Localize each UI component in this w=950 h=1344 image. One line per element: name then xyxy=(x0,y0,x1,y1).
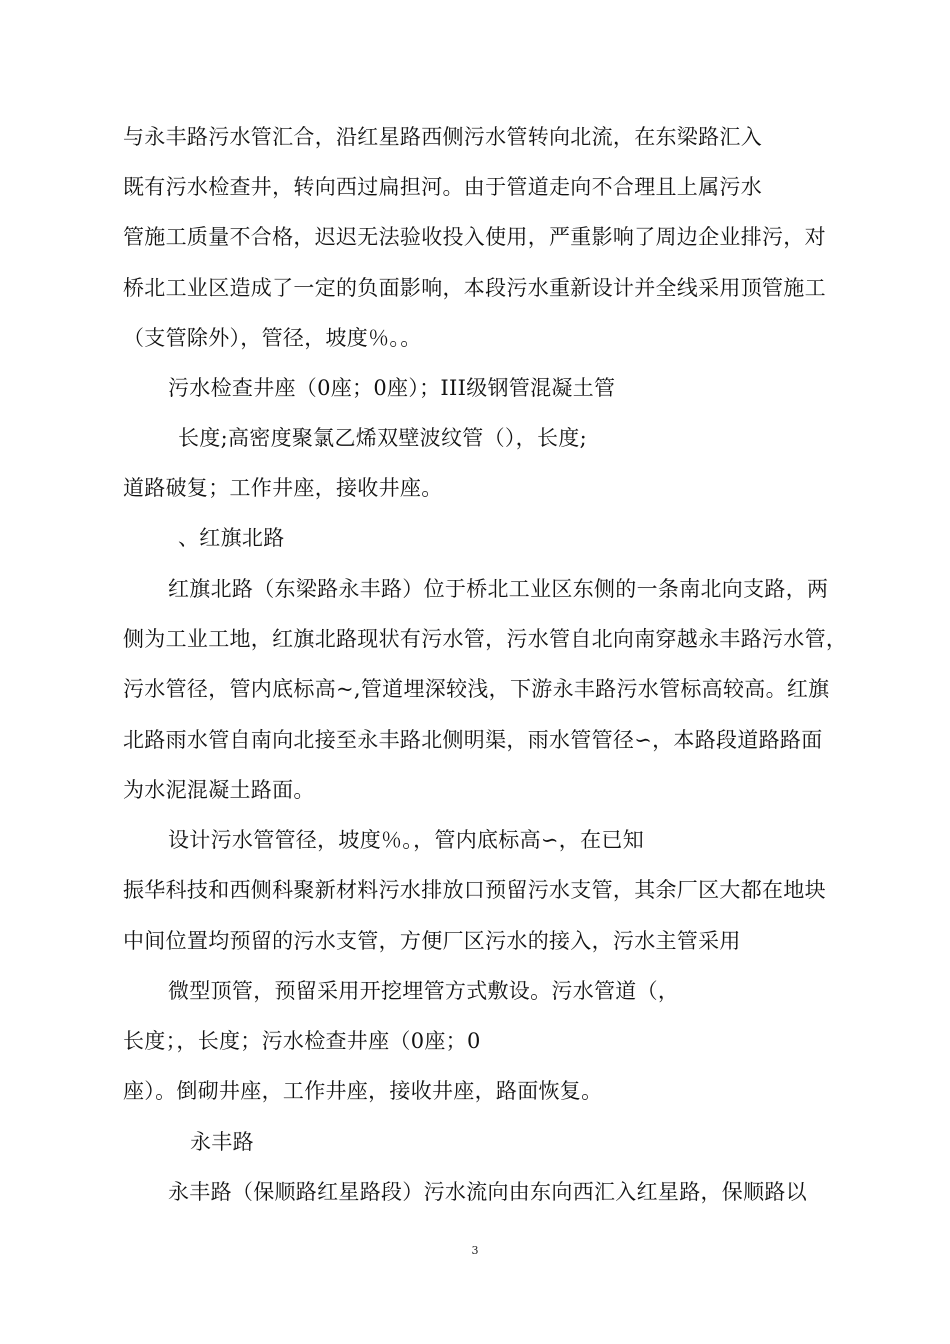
text-line: （支管除外），管径，坡度％。。 xyxy=(123,326,422,350)
text-line: 永丰路（保顺路红星路段）污水流向由东向西汇入红星路，保顺路以 xyxy=(168,1180,807,1204)
text-line: 污水检查井座（0座；0座）；III级钢管混凝土管 xyxy=(168,376,616,400)
text-line: 设计污水管管径，坡度％。，管内底标高∽，在已知 xyxy=(168,828,644,852)
section-heading: 、红旗北路 xyxy=(178,526,285,550)
section-heading: 永丰路 xyxy=(190,1130,254,1154)
text-line: 污水管径，管内底标高~,管道埋深较浅，下游永丰路污水管标高较高。红旗 xyxy=(123,677,830,701)
text-line: 长度;高密度聚氯乙烯双壁波纹管（），长度; xyxy=(178,426,587,450)
text-line: 座）。倒砌井座，工作井座，接收井座，路面恢复。 xyxy=(123,1079,603,1103)
text-line: 桥北工业区造成了一定的负面影响，本段污水重新设计并全线采用顶管施工 xyxy=(123,276,826,300)
text-line: 长度；，长度；污水检查井座（0座；0 xyxy=(123,1029,481,1053)
text-line: 红旗北路（东梁路永丰路）位于桥北工业区东侧的一条南北向支路，两 xyxy=(168,577,829,601)
page-number: 3 xyxy=(471,1244,479,1257)
text-line: 北路雨水管自南向北接至永丰路北侧明渠，雨水管管径∽，本路段道路路面 xyxy=(123,728,823,752)
text-line: 侧为工业工地，红旗北路现状有污水管，污水管自北向南穿越永丰路污水管， xyxy=(123,627,848,651)
text-line: 振华科技和西侧科聚新材料污水排放口预留污水支管，其余厂区大都在地块 xyxy=(123,878,826,902)
text-line: 道路破复；工作井座，接收井座。 xyxy=(123,476,443,500)
text-line: 与永丰路污水管汇合，沿红星路西侧污水管转向北流，在东梁路汇入 xyxy=(123,125,762,149)
text-line: 微型顶管，预留采用开挖埋管方式敷设。污水管道（， xyxy=(168,979,680,1003)
text-line: 为水泥混凝土路面。 xyxy=(123,778,315,802)
text-line: 中间位置均预留的污水支管，方便厂区污水的接入，污水主管采用 xyxy=(123,929,741,953)
text-line: 管施工质量不合格，迟迟无法验收投入使用，严重影响了周边企业排污，对 xyxy=(123,225,826,249)
text-line: 既有污水检查井，转向西过扁担河。由于管道走向不合理且上属污水 xyxy=(123,175,762,199)
